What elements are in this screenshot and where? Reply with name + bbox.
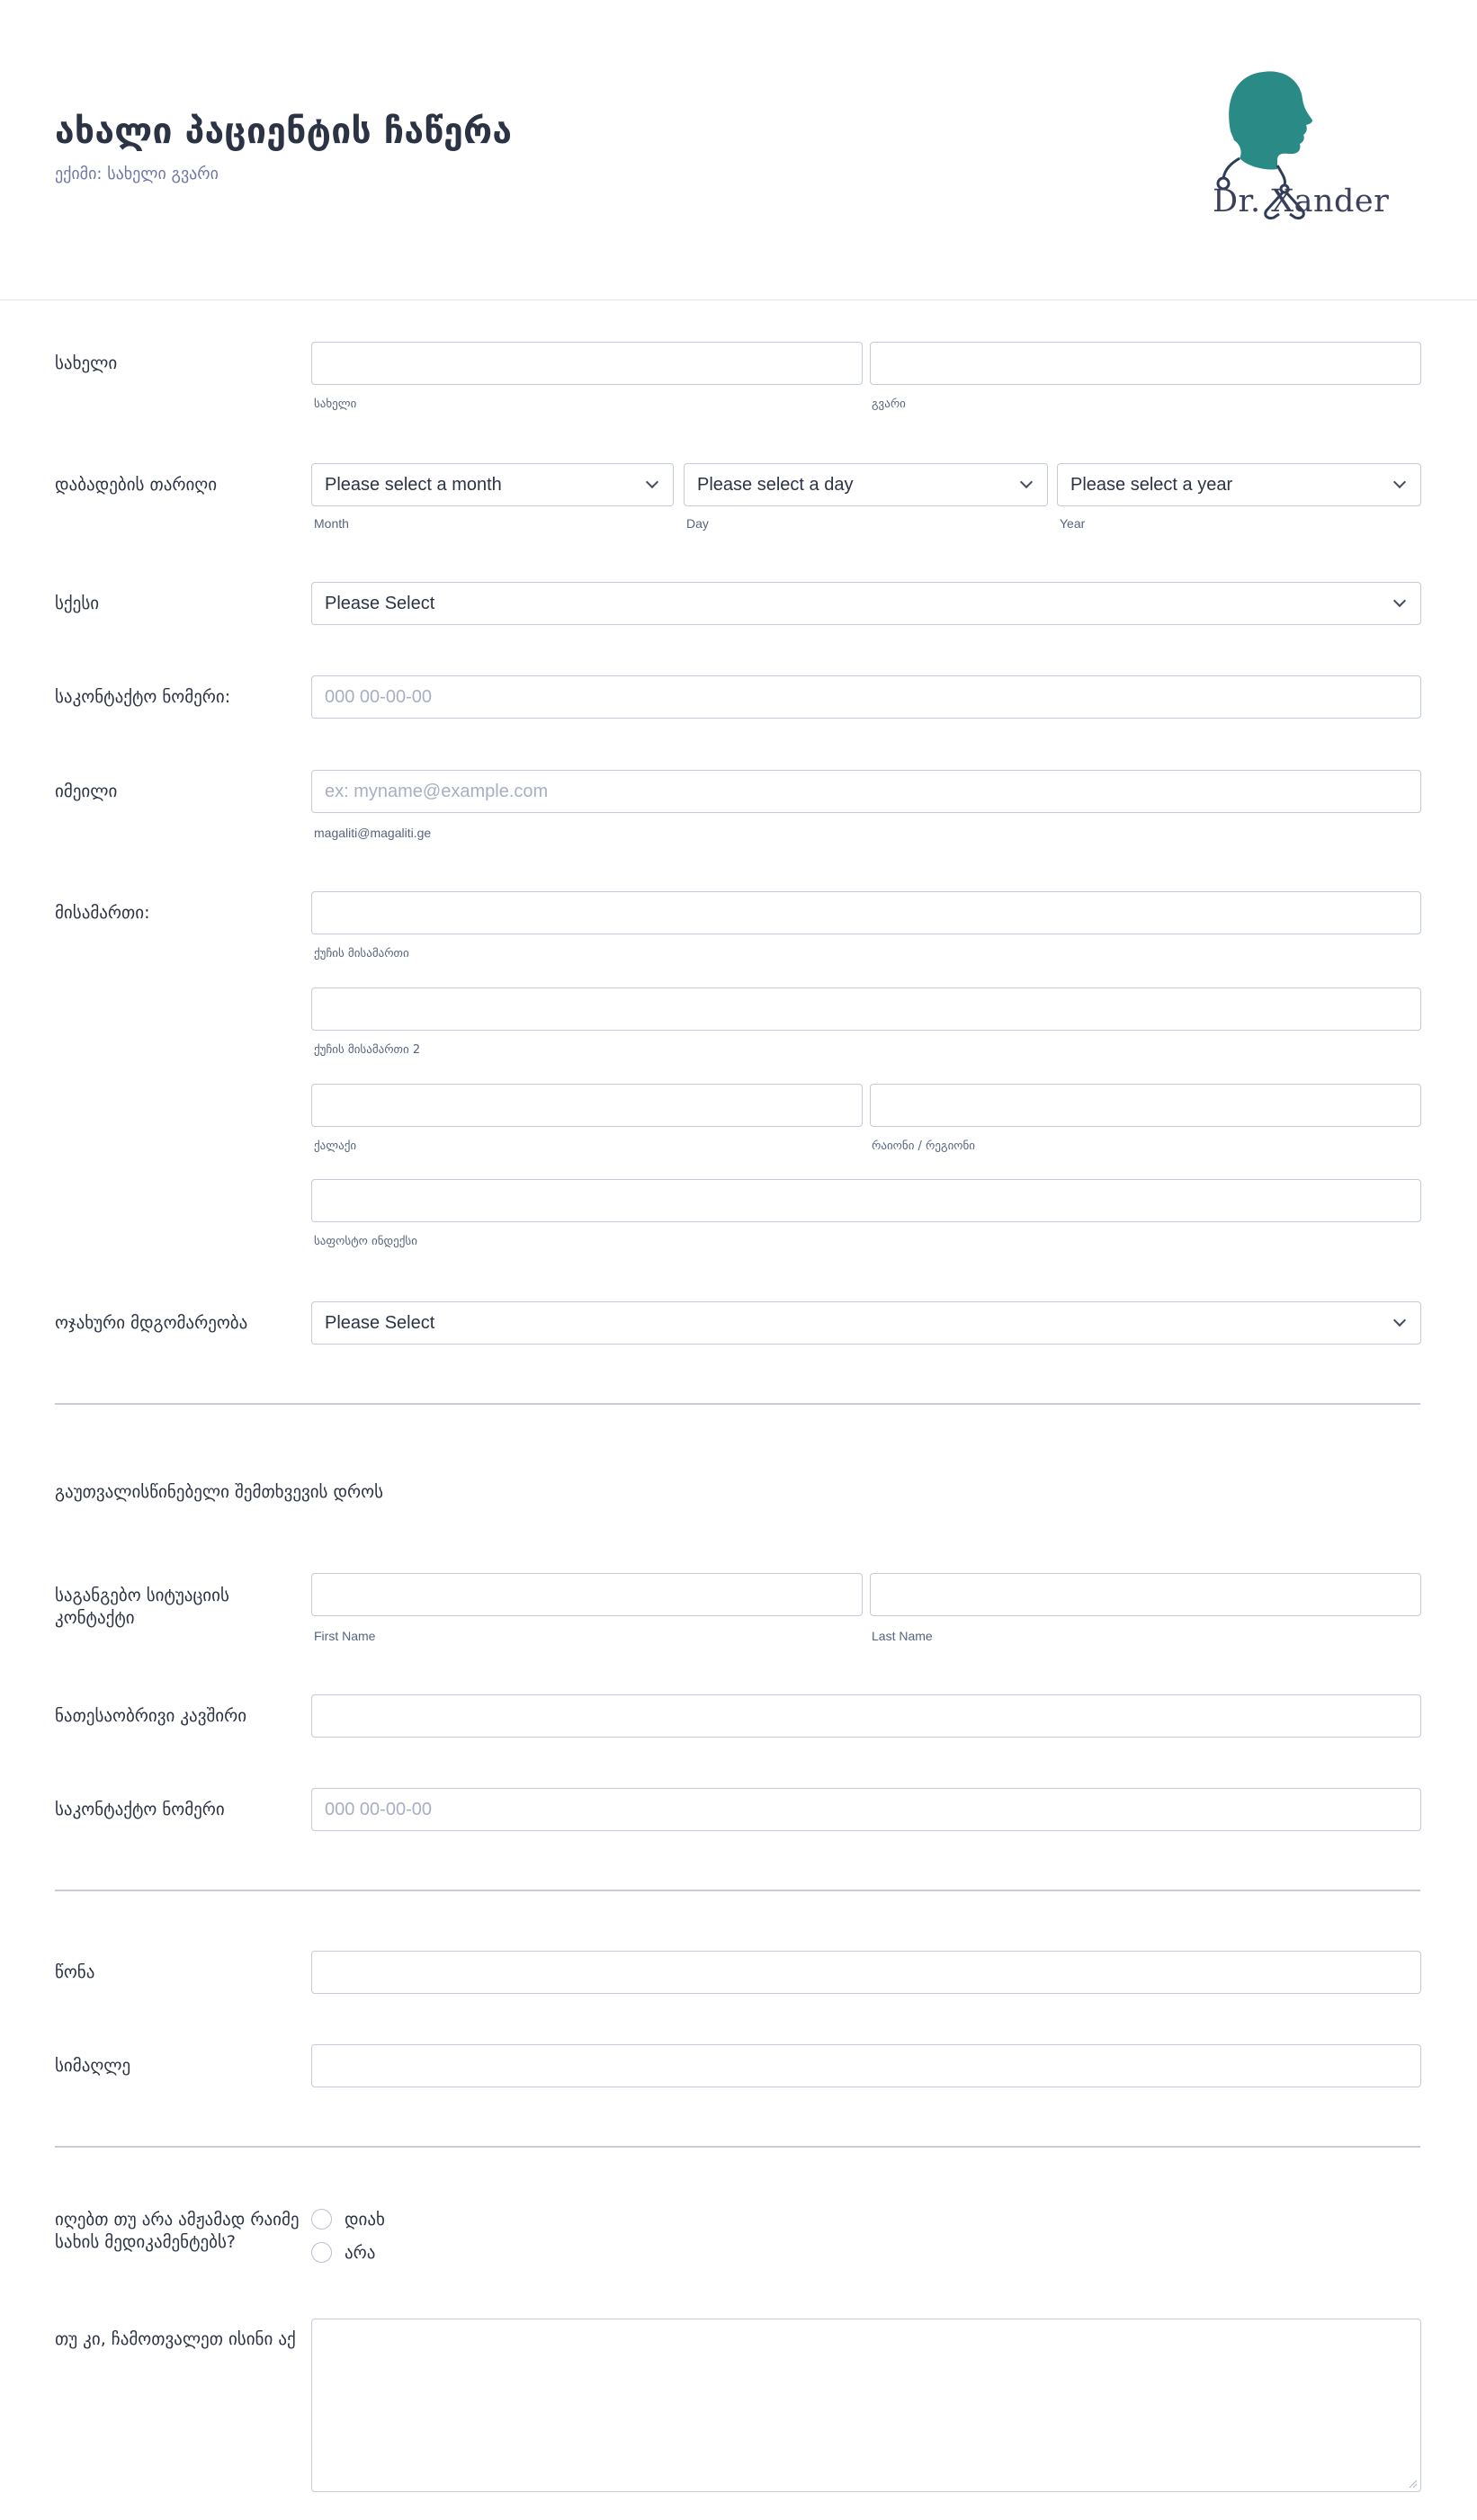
medication-list-label: თუ კი, ჩამოთვალეთ ისინი აქ [55,2329,296,2349]
emergency-contact-label: საგანგებო სიტუაციის კონტაქტი [55,1586,229,1628]
page-title: ახალი პაციენტის ჩაწერა [55,112,513,152]
logo-text: Dr. Xander [1213,183,1390,219]
emergency-first-name-sublabel: First Name [314,1629,376,1643]
sex-select-value: Please Select [325,593,435,613]
last-name-input[interactable] [870,342,1421,385]
page-subtitle: ექიმი: სახელი გვარი [55,165,219,183]
marital-status-label: ოჯახური მდგომარეობა [55,1313,248,1333]
marital-status-select[interactable] [311,1301,1421,1345]
birth-month-value: Please select a month [325,474,502,495]
form-header [0,0,1477,300]
radio-label-yes: დიახ [345,2209,385,2230]
emergency-last-name-sublabel: Last Name [872,1629,933,1643]
radio-button-yes[interactable] [311,2209,332,2230]
first-name-input[interactable] [311,342,863,385]
chevron-down-icon [1393,594,1406,607]
marital-status-value: Please Select [325,1312,435,1333]
emergency-last-name-input[interactable] [870,1573,1421,1616]
emergency-phone-input[interactable] [311,1788,1421,1831]
first-name-sublabel: სახელი [314,398,357,411]
month-sublabel: Month [314,516,349,531]
chevron-down-icon [1020,476,1033,488]
year-sublabel: Year [1060,516,1086,531]
street-address-sublabel: ქუჩის მისამართი [314,947,409,961]
address-label: მისამართი: [55,903,150,923]
medication-yes-option[interactable] [311,2209,385,2230]
phone-placeholder: 000 00-00-00 [325,686,432,707]
region-input[interactable] [870,1084,1421,1127]
city-sublabel: ქალაქი [314,1139,357,1153]
day-sublabel: Day [686,516,709,531]
section-divider [55,1403,1420,1405]
relation-label: ნათესაობრივი კავშირი [55,1706,247,1726]
birth-day-select[interactable] [684,463,1048,506]
postal-code-input[interactable] [311,1179,1421,1222]
email-placeholder: ex: myname@example.com [325,781,549,801]
sex-label: სქესი [55,594,100,613]
resize-handle-icon[interactable] [1408,2479,1417,2488]
chevron-down-icon [1393,1314,1406,1327]
weight-label: წონა [55,1962,95,1982]
birth-year-value: Please select a year [1070,474,1233,495]
phone-input[interactable] [311,675,1421,719]
birth-month-select[interactable] [311,463,674,506]
street-address-2-input[interactable] [311,987,1421,1031]
email-sublabel: magaliti@magaliti.ge [314,826,432,840]
region-sublabel: რაიონი / რეგიონი [872,1139,976,1153]
radio-button-no[interactable] [311,2242,332,2263]
height-label: სიმაღლე [55,2056,131,2076]
birthdate-label: დაბადების თარიღი [55,475,218,495]
street-address-input[interactable] [311,891,1421,934]
emergency-first-name-input[interactable] [311,1573,863,1616]
postal-code-sublabel: საფოსტო ინდექსი [314,1235,417,1248]
last-name-sublabel: გვარი [872,398,906,411]
weight-input[interactable] [311,1951,1421,1994]
chevron-down-icon [1393,476,1406,488]
birth-year-select[interactable] [1057,463,1421,506]
phone-label: საკონტაქტო ნომერი: [55,687,231,707]
medication-no-option[interactable] [311,2242,375,2263]
emergency-phone-label: საკონტაქტო ნომერი [55,1800,225,1819]
medication-list-textarea[interactable] [311,2319,1421,2492]
section-divider [55,2146,1420,2148]
radio-label-no: არა [345,2242,376,2263]
name-label: სახელი [55,353,118,373]
birth-day-value: Please select a day [697,474,854,495]
email-input[interactable] [311,770,1421,813]
street-address-2-sublabel: ქუჩის მისამართი 2 [314,1043,421,1057]
medication-question-label: იღებთ თუ არა ამჟამად რაიმე სახის მედიკამენტებს? [55,2210,300,2252]
relation-input[interactable] [311,1694,1421,1738]
emergency-phone-placeholder: 000 00-00-00 [325,1799,432,1819]
sex-select[interactable] [311,582,1421,625]
chevron-down-icon [646,476,658,488]
doctor-logo [1213,68,1412,228]
emergency-heading: გაუთვალისწინებელი შემთხვევის დროს [55,1482,384,1502]
section-divider [55,1890,1420,1891]
city-input[interactable] [311,1084,863,1127]
height-input[interactable] [311,2044,1421,2087]
email-label: იმეილი [55,782,118,801]
